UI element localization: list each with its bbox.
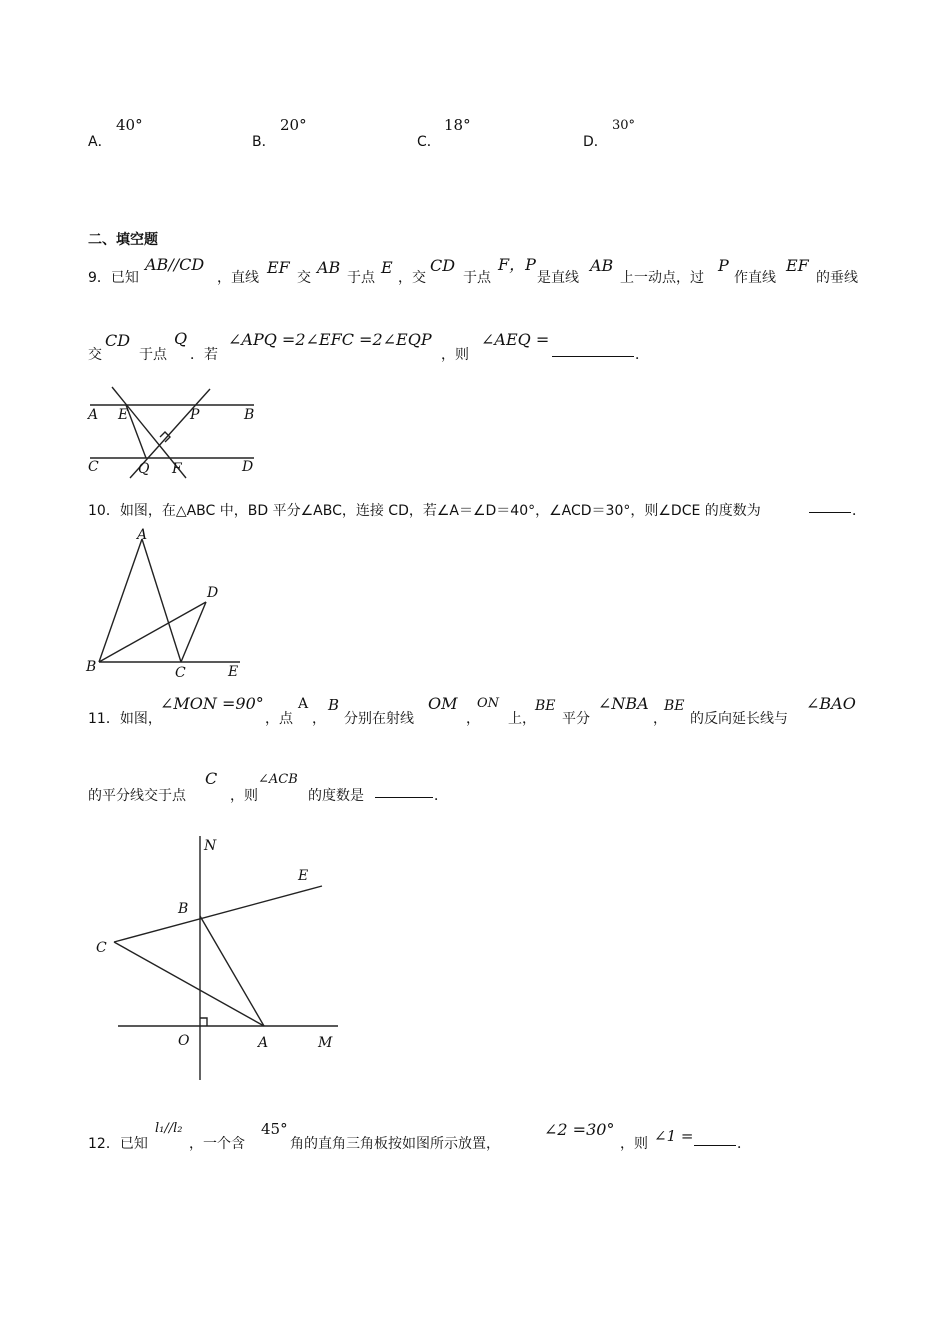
line-ac	[142, 539, 181, 662]
q9-math: E	[381, 258, 393, 277]
q12-math: ∠2 =30°	[544, 1120, 615, 1139]
q9-math: ∠APQ =2∠EFC =2∠EQP	[228, 330, 432, 349]
label-b: B	[86, 659, 97, 675]
q9-math: AB//CD	[145, 255, 205, 274]
option-label: B．	[252, 134, 276, 150]
q9-text: ，交	[398, 270, 426, 286]
q9-text: 的垂线	[816, 270, 858, 286]
q11-text: ．	[434, 788, 448, 804]
q12-text: 角的直角三角板按如图所示放置，	[290, 1136, 500, 1152]
option-label: A．	[88, 134, 112, 150]
q9-math: P	[718, 256, 729, 275]
label-d: D	[242, 459, 254, 475]
q9-text: 于点	[463, 270, 491, 286]
q11-math: OM	[428, 694, 458, 713]
q10-figure	[82, 525, 257, 685]
q9-text: ，则	[441, 347, 469, 363]
label-f: F	[172, 461, 182, 477]
q9-math: EF	[267, 258, 290, 277]
line-ce	[114, 886, 322, 942]
label-b: B	[244, 407, 255, 423]
q9-text: 交	[297, 270, 311, 286]
answer-blank[interactable]	[375, 785, 433, 798]
right-angle-mark	[200, 1018, 207, 1026]
q11-text: ，	[466, 711, 480, 727]
label-b: B	[178, 901, 189, 917]
q9-math: ∠AEQ =	[481, 330, 550, 349]
q11-text: ，	[312, 711, 326, 727]
q9-text: 交	[88, 347, 102, 363]
label-c: C	[88, 459, 99, 475]
q9-text: ．	[635, 347, 649, 363]
q11-text: 上，	[508, 711, 536, 727]
section-title: 二、填空题	[88, 232, 158, 248]
q11-text: ，点	[265, 711, 293, 727]
q12-text: ．	[737, 1136, 751, 1152]
q10-text: ．	[852, 503, 866, 519]
q11-text: 的反向延长线与	[690, 711, 788, 727]
q11-math: ∠NBA	[598, 694, 649, 713]
q11-math: B	[328, 696, 340, 714]
q9-math: Q	[174, 329, 188, 348]
q11-math: ∠ACB	[258, 772, 298, 787]
line-bd	[99, 602, 206, 662]
q9-text: 上一动点，过	[620, 270, 704, 286]
q9-text: 作直线	[734, 270, 776, 286]
line-eq	[126, 405, 146, 458]
label-a: A	[137, 527, 148, 543]
q12-text: ，一个含	[189, 1136, 245, 1152]
q11-math: BE	[664, 698, 685, 714]
line-ba	[200, 916, 264, 1026]
label-e: E	[298, 868, 309, 884]
q11-number: 11．如图，	[88, 711, 162, 727]
line-dc	[181, 602, 206, 662]
line-ba	[99, 539, 142, 662]
q11-text: ，则	[230, 788, 258, 804]
answer-blank[interactable]	[809, 500, 851, 513]
q11-figure	[90, 830, 350, 1085]
option-value: 30°	[612, 118, 636, 133]
q9-text: 是直线	[537, 270, 579, 286]
option-label: D．	[583, 134, 608, 150]
label-c: C	[175, 665, 186, 681]
right-angle-mark	[160, 432, 170, 442]
q9-math: AB	[590, 256, 614, 275]
label-c: C	[96, 940, 107, 956]
q9-math: EF	[786, 256, 809, 275]
option-value: 18°	[444, 116, 471, 134]
q12-math: ∠1 =	[654, 1127, 694, 1145]
q12-math: 45°	[261, 1120, 288, 1138]
q11-math: BE	[535, 698, 556, 714]
answer-blank[interactable]	[694, 1133, 736, 1146]
q11-text: 分别在射线	[344, 711, 414, 727]
answer-blank[interactable]	[552, 344, 634, 357]
q9-math: AB	[317, 258, 341, 277]
label-o: O	[178, 1033, 190, 1049]
q12-math: l₁//l₂	[155, 1121, 183, 1136]
option-value: 40°	[116, 116, 143, 134]
label-n: N	[204, 838, 217, 854]
q11-text: 的度数是	[308, 788, 364, 804]
option-value: 20°	[280, 116, 307, 134]
q11-math: ∠MON =90°	[160, 694, 264, 713]
label-p: P	[190, 407, 200, 423]
line-ca	[114, 942, 264, 1026]
label-a: A	[88, 407, 99, 423]
q11-text: ，	[653, 711, 667, 727]
q9-text: ．若	[190, 347, 218, 363]
q11-math: C	[205, 769, 218, 788]
q9-math: F，P	[498, 255, 536, 274]
option-label: C．	[417, 134, 441, 150]
q11-text: 的平分线交于点	[88, 788, 186, 804]
q12-text: ，则	[620, 1136, 648, 1152]
label-a: A	[258, 1035, 269, 1051]
label-e: E	[228, 664, 239, 680]
q9-math: CD	[430, 256, 456, 275]
q11-math: ∠BAO	[806, 694, 856, 713]
q11-math: ON	[477, 696, 500, 711]
q9-text: 于点	[139, 347, 167, 363]
label-e: E	[118, 407, 129, 423]
q11-text: 平分	[562, 711, 590, 727]
q12-number: 12．已知	[88, 1136, 148, 1152]
label-m: M	[318, 1035, 333, 1051]
q9-text: 于点	[347, 270, 375, 286]
q9-number: 9．已知	[88, 270, 139, 286]
q11-math: A	[298, 696, 309, 712]
label-q: Q	[138, 461, 150, 477]
q10-text: 10．如图，在△ABC 中，BD 平分∠ABC，连接 CD，若∠A＝∠D＝40°，∠ACD＝30°，则∠DCE 的度数为	[88, 503, 761, 519]
q9-text: ，直线	[217, 270, 259, 286]
q9-math: CD	[105, 331, 131, 350]
q9-figure	[84, 385, 264, 480]
label-d: D	[207, 585, 219, 601]
